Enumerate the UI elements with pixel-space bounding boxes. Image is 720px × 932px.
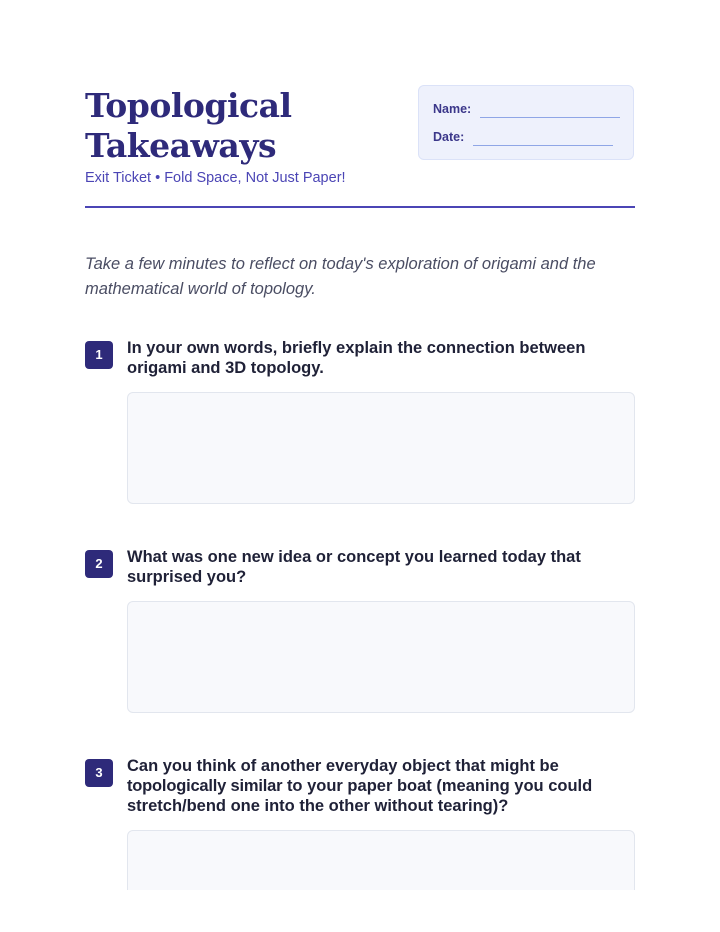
date-field[interactable] xyxy=(473,145,613,146)
name-label: Name: xyxy=(433,102,472,116)
page-subtitle: Exit Ticket • Fold Space, Not Just Paper! xyxy=(85,170,346,186)
question-number-badge: 2 xyxy=(85,550,113,578)
date-label: Date: xyxy=(433,130,465,144)
question-text-part: to your paper boat (meaning you could stretch/bend one into the other without tearing)? xyxy=(127,777,593,815)
question-text-part: Can you think of another everyday object that might be xyxy=(127,757,559,775)
question-text: What was one new idea or concept you learned today that surprised you? xyxy=(127,548,581,586)
intro-text: Take a few minutes to reflect on today's exploration of origami and the mathematical world of topology. xyxy=(85,255,596,298)
question-text: In your own words, briefly explain the connection between origami and 3D topology. xyxy=(127,339,586,377)
question-text-emphasis: topologically similar xyxy=(127,777,283,795)
name-field[interactable] xyxy=(480,117,620,118)
answer-box-2[interactable] xyxy=(127,601,635,713)
question-number-badge: 3 xyxy=(85,759,113,787)
question-number-badge: 1 xyxy=(85,341,113,369)
student-info-box xyxy=(418,85,634,160)
header-divider xyxy=(85,206,635,208)
answer-box-1[interactable] xyxy=(127,392,635,504)
question-text xyxy=(127,756,617,816)
page-title: Topological Takeaways xyxy=(85,86,292,165)
answer-box-3[interactable] xyxy=(127,830,635,890)
